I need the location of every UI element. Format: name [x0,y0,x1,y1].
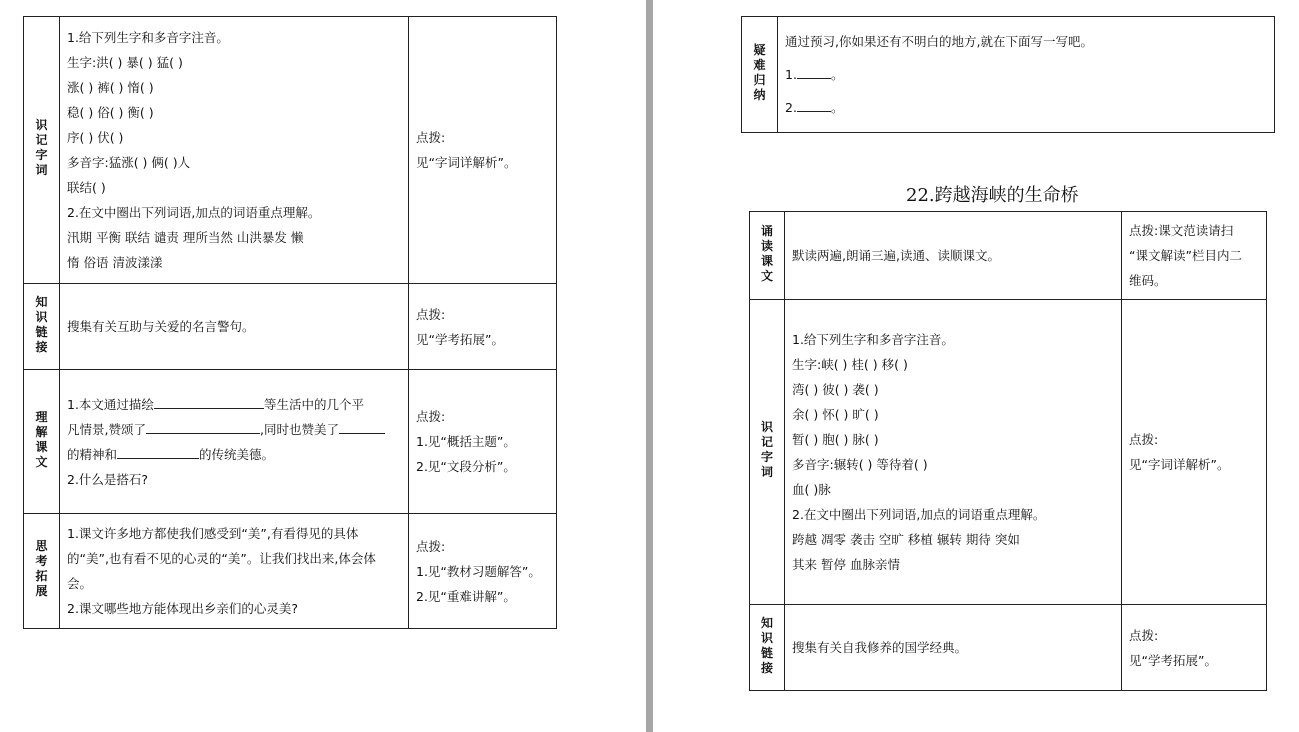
content-line: 多音字:猛涨( ) 俩( )人 [67,155,191,170]
left-study-table [23,16,557,629]
left-page [0,0,646,732]
section-label: 识记字词 [760,420,773,479]
section-label: 疑难归纳 [753,42,766,102]
fill-blank[interactable] [339,419,385,434]
content-line: 生字:洪( ) 暴( ) 猛( ) [67,55,183,70]
content-cell [785,300,1122,605]
tip-line: 见“学考拓展”。 [416,331,504,347]
fill-blank[interactable] [154,394,264,409]
table-row [750,212,1267,300]
lesson-title: 22.跨越海峡的生命桥 [906,185,1079,206]
content-line: 跨越 凋零 袭击 空旷 移植 辗转 期待 突如 [792,532,1020,547]
section-label-cell [750,212,785,300]
content-line: 2.什么是搭石? [67,471,149,487]
content-cell [785,212,1122,300]
content-cell [60,284,409,370]
tip-line: 点拨: [1129,432,1159,447]
tip-cell [1122,300,1267,605]
content-line: 1.给下列生字和多音字注音。 [792,332,954,347]
content-line: 联结( ) [67,180,106,195]
tip-cell [409,17,557,284]
table-row [750,300,1267,605]
section-label-cell [24,17,60,284]
tip-line: 2.见“文段分析”。 [416,459,516,474]
tip-line: 点拨: [416,130,446,145]
section-label-cell [24,514,60,629]
section-label: 知识链接 [760,615,773,675]
content-line: 涨( ) 裤( ) 惰( ) [67,80,154,95]
content-line: 稳( ) 俗( ) 衡( ) [67,105,154,120]
section-label-cell [24,370,60,514]
content-line: 的精神和 的传统美德。 [67,442,401,467]
section-label: 识记字词 [35,118,48,177]
tip-line: 1.见“教材习题解答”。 [416,563,541,579]
content-line: 搜集有关互助与关爱的名言警句。 [67,319,255,334]
content-line: 其来 暂停 血脉亲情 [792,557,900,572]
tip-line: 点拨: [416,538,446,554]
content-cell [785,605,1122,691]
tip-line: 点拨: [416,306,446,322]
content-line: 1.课文许多地方都使我们感受到“美”,有看得见的具体 [67,526,359,541]
content-line: 暂( ) 胞( ) 脉( ) [792,432,879,447]
tip-line: 点拨: [1129,627,1159,643]
tip-line: 见“字词详解析”。 [416,155,517,170]
tip-line: 2.见“重难讲解”。 [416,588,516,604]
table-row [24,284,557,370]
right-study-table [749,211,1267,691]
answer-line: 2. 。 [785,91,1267,124]
tip-line: 1.见“概括主题”。 [416,434,516,449]
content-line: 1.本文通过描绘 等生活中的几个平 [67,392,401,417]
content-cell [778,17,1275,133]
section-label-cell [742,17,778,133]
content-line: 通过预习,你如果还有不明白的地方,就在下面写一写吧。 [785,34,1093,49]
tip-line: 见“学考拓展”。 [1129,652,1217,668]
content-line: 多音字:辗转( ) 等待着( ) [792,457,928,472]
content-line: 2.课文哪些地方能体现出乡亲们的心灵美? [67,601,299,616]
section-label-cell [750,605,785,691]
tip-line: 点拨: [416,409,446,424]
fill-blank[interactable] [117,444,199,459]
page-gutter [646,0,653,732]
tip-cell [1122,212,1267,300]
content-line: 会。 [67,576,93,591]
content-line: 搜集有关自我修养的国学经典。 [792,640,968,655]
content-line: 2.在文中圈出下列词语,加点的词语重点理解。 [67,205,321,220]
right-page [653,0,1299,732]
content-line: 湾( ) 彼( ) 袭( ) [792,382,879,397]
section-label: 理解课文 [35,409,48,469]
difficulty-summary-table [741,16,1275,133]
content-line: 惰 俗语 清波漾漾 [67,255,163,270]
tip-line: 见“字词详解析”。 [1129,457,1230,472]
tip-line: “课文解读”栏目内二 [1129,248,1242,263]
section-label: 诵读课文 [760,223,773,283]
content-line: 的“美”,也有看不见的心灵的“美”。让我们找出来,体会体 [67,551,376,566]
tip-cell [409,514,557,629]
tip-line: 维码。 [1129,273,1167,288]
section-label: 知识链接 [35,294,48,354]
answer-line: 1. 。 [785,58,1267,91]
content-line: 血( )脉 [792,482,831,497]
content-line: 生字:峡( ) 桂( ) 移( ) [792,357,908,372]
tip-cell [409,284,557,370]
content-cell [60,17,409,284]
content-line: 余( ) 怀( ) 旷( ) [792,407,879,422]
content-cell [60,370,409,514]
table-row [24,17,557,284]
table-row [24,370,557,514]
table-row [742,17,1275,133]
table-row [24,514,557,629]
content-cell [60,514,409,629]
content-line: 1.给下列生字和多音字注音。 [67,30,229,45]
tip-cell [1122,605,1267,691]
section-label-cell [24,284,60,370]
tip-line: 点拨:课文范读请扫 [1129,223,1234,238]
table-row [750,605,1267,691]
content-line: 汛期 平衡 联结 谴责 理所当然 山洪暴发 懒 [67,230,304,245]
content-line: 凡情景,赞颂了 ,同时也赞美了 [67,417,401,442]
fill-blank[interactable] [146,419,260,434]
answer-blank[interactable] [797,64,831,79]
section-label-cell [750,300,785,605]
content-line: 2.在文中圈出下列词语,加点的词语重点理解。 [792,507,1046,522]
content-line: 默读两遍,朗诵三遍,读通、读顺课文。 [792,248,1000,263]
tip-cell [409,370,557,514]
content-line: 序( ) 伏( ) [67,130,124,145]
section-label: 思考拓展 [35,539,48,598]
answer-blank[interactable] [797,97,831,112]
